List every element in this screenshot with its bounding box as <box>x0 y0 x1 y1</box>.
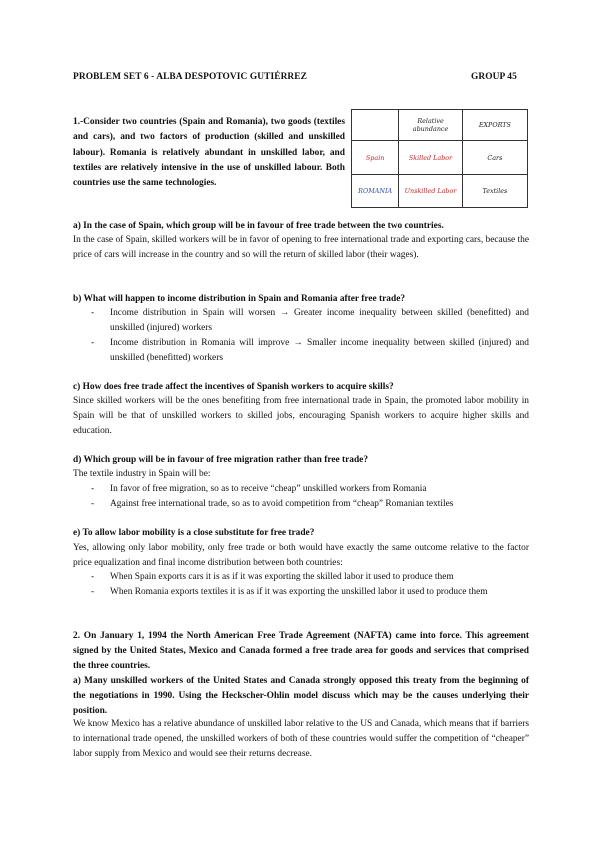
table-row-spain: Spain <box>365 153 385 162</box>
answer-1d: The textile industry in Spain will be: <box>73 469 211 479</box>
group-label: GROUP 45 <box>471 72 517 82</box>
table-row-romania: ROMANIA <box>358 187 393 195</box>
question-1e: e) To allow labor mobility is a close substitute for free trade? <box>73 528 315 538</box>
table-header-abundance: Relative abundance <box>412 117 449 133</box>
table-corner-cell <box>352 110 399 141</box>
list-bullet: - <box>91 572 95 582</box>
list-item: Income distribution in Spain will worsen → Greater income inequality between skilled (benefitted) and unskilled (injured) workers <box>110 308 529 333</box>
list-item: In favor of free migration, so as to receive “cheap” unskilled workers from Romania <box>110 484 427 494</box>
table-romania-exports: Textiles <box>482 187 508 195</box>
list-bullet: - <box>91 484 95 494</box>
answer-2a: We know Mexico has a relative abundance of unskilled labor relative to the US and Canada, which means that if barriers to international trade opened, the unskilled workers of both of these countries would suffer the competition of “cheaper” labor supply from Mexico and would see their returns decrease. <box>73 719 529 759</box>
list-bullet: - <box>91 308 95 318</box>
question-1b: b) What will happen to income distribution in Spain and Romania after free trade? <box>73 294 406 304</box>
question-2a: a) Many unskilled workers of the United States and Canada strongly opposed this treaty from the beginning of the negotiations in 1990. Using the Heckscher-Ohlin model discuss which may be the causes underlying their position. <box>73 676 529 716</box>
list-item: When Romania exports textiles it is as if it was exporting the unskilled labor it used to produce them <box>110 587 488 597</box>
document-title: PROBLEM SET 6 - ALBA DESPOTOVIC GUTIÉRREZ <box>73 72 308 82</box>
table-header-exports: EXPORTS <box>478 121 511 129</box>
list-item: When Spain exports cars it is as if it was exporting the skilled labor it used to produce them <box>110 572 454 582</box>
abundance-exports-table <box>351 109 528 208</box>
question-2-intro: 2. On January 1, 1994 the North American Free Trade Agreement (NAFTA) came into force. This agreement signed by the United States, Mexico and Canada formed a free trade area for goods and services that comprised the three countries. <box>73 631 529 671</box>
question-1a: a) In the case of Spain, which group will be in favour of free trade between the two countries. <box>73 221 444 231</box>
answer-1e: Yes, allowing only labor mobility, only free trade or both would have exactly the same outcome relative to the factor price equalization and final income distribution between both countries: <box>73 543 529 568</box>
answer-1a: In the case of Spain, skilled workers will be in favor of opening to free international trade and exporting cars, because the price of cars will increase in the country and so will the return of skilled labor (their wages). <box>73 235 529 260</box>
question-1-intro: 1.-Consider two countries (Spain and Romania), two goods (textiles and cars), and two factors of production (skilled and unskilled labour). Romania is relatively abundant in unskilled labor, and textiles are relatively intensive in the use of unskilled labour. Both countries use the same technologies. <box>73 117 345 189</box>
table-spain-exports: Cars <box>487 153 503 162</box>
answer-1c: Since skilled workers will be the ones benefiting from free international trade in Spain, the promoted labor mobility in Spain will be that of unskilled workers to skilled jobs, encouraging Spanish workers to acquire higher skills and education. <box>73 396 529 436</box>
list-bullet: - <box>91 587 95 597</box>
list-bullet: - <box>91 499 95 509</box>
question-1d: d) Which group will be in favour of free migration rather than free trade? <box>73 455 369 465</box>
question-1c: c) How does free trade affect the incentives of Spanish workers to acquire skills? <box>73 382 394 392</box>
table-spain-abundance: Skilled Labor <box>408 153 453 162</box>
list-item: Against free international trade, so as to avoid competition from “cheap” Romanian textiles <box>110 499 454 509</box>
list-item: Income distribution in Romania will improve → Smaller income inequality between skilled (injured) and unskilled (benefitted) workers <box>110 338 529 363</box>
list-bullet: - <box>91 338 95 348</box>
table-romania-abundance: Unskilled Labor <box>404 187 457 195</box>
